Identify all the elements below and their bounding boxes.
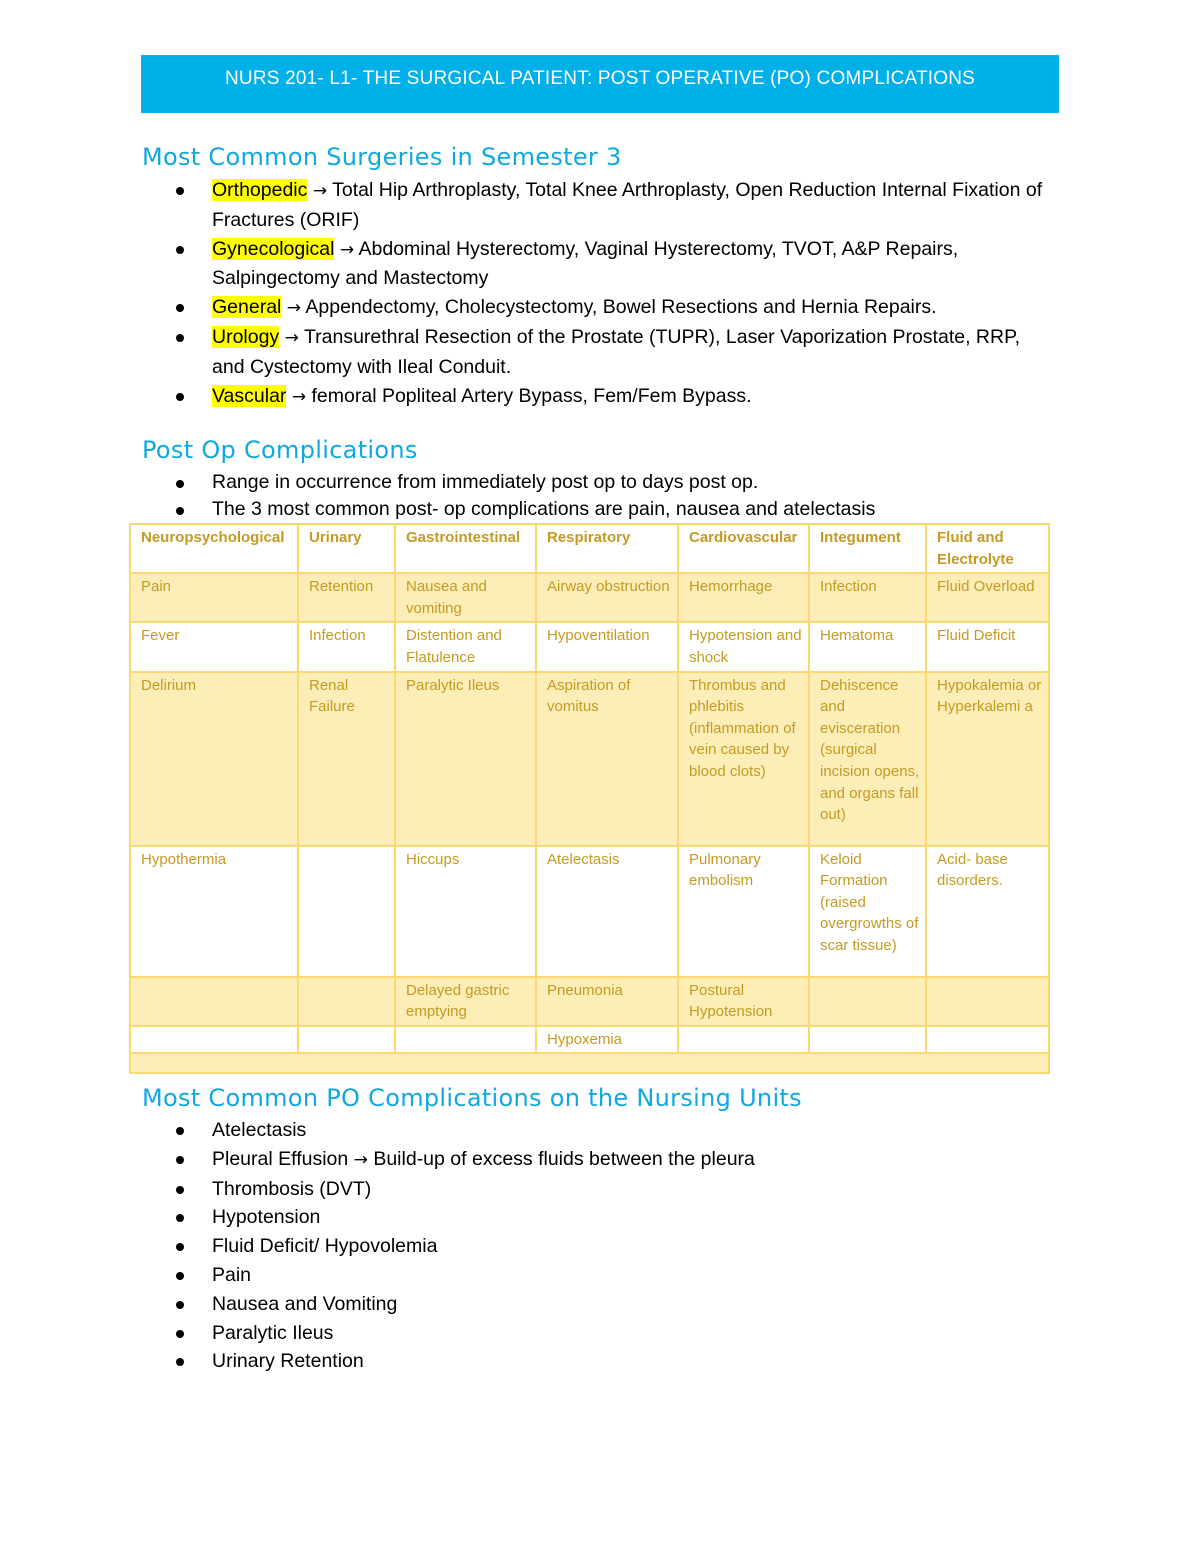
table-cell: Hiccups <box>395 846 536 977</box>
table-row <box>130 622 1049 671</box>
section-heading-nursing-units: Most Common PO Complications on the Nursing Units <box>142 1084 802 1112</box>
table-cell: Infection <box>809 573 926 622</box>
list-item-text: Hypotension <box>212 1206 321 1229</box>
list-item <box>142 1290 1052 1319</box>
table-row <box>130 1026 1049 1054</box>
list-item <box>142 1116 1052 1145</box>
bullet-icon <box>176 480 184 488</box>
list-item <box>142 496 1082 523</box>
category-label: Vascular <box>212 384 287 407</box>
table-cell: Renal Failure <box>298 672 395 846</box>
table-cell: Pulmonary embolism <box>678 846 809 977</box>
arrow-icon: → <box>291 386 307 407</box>
table-cell: Pain <box>130 573 298 622</box>
nursing-units-list <box>142 1116 1052 1376</box>
section-heading-surgeries: Most Common Surgeries in Semester 3 <box>142 143 622 171</box>
table-cell: Fluid Overload <box>926 573 1049 622</box>
table-cell <box>809 1026 926 1054</box>
table-cell <box>298 1026 395 1054</box>
complications-table <box>129 523 1050 1074</box>
table-cell: Aspiration of vomitus <box>536 672 678 846</box>
table-cell <box>809 977 926 1026</box>
column-header: Integument <box>809 524 926 573</box>
list-item <box>142 176 1052 235</box>
bullet-icon <box>176 507 184 515</box>
category-label: Gynecological <box>212 237 335 260</box>
list-item-text: Fluid Deficit/ Hypovolemia <box>212 1235 438 1258</box>
table-cell: Retention <box>298 573 395 622</box>
list-item <box>142 1261 1052 1290</box>
document-title: NURS 201- L1- THE SURGICAL PATIENT: POST OPERATIVE (PO) COMPLICATIONS <box>224 68 976 89</box>
table-cell <box>130 977 298 1026</box>
list-item-text: Paralytic Ileus <box>212 1321 334 1344</box>
post-op-list <box>142 469 1082 523</box>
arrow-icon: → <box>312 181 328 201</box>
arrow-icon: → <box>339 239 355 260</box>
table-cell: Postural Hypotension <box>678 977 809 1026</box>
table-cell <box>926 1026 1049 1054</box>
list-item-text: The 3 most common post- op complications are pain, nausea and atelectasis <box>212 498 876 520</box>
list-item <box>142 1347 1052 1376</box>
column-header: Neuropsychological <box>130 524 298 573</box>
bullet-icon <box>176 334 184 342</box>
arrow-icon: → <box>353 1149 368 1170</box>
table-cell: Paralytic Ileus <box>395 672 536 846</box>
list-item-text: Pain <box>212 1263 252 1286</box>
list-item <box>142 1203 1052 1232</box>
list-item-text: femoral Popliteal Artery Bypass, Fem/Fem Bypass. <box>311 384 752 407</box>
table-cell: Fluid Deficit <box>926 622 1049 671</box>
column-header: Urinary <box>298 524 395 573</box>
list-item-text: Total Hip Arthroplasty, Total Knee Arthroplasty, Open Reduction Internal Fixation of Fractures (ORIF) <box>212 179 1043 231</box>
table-cell: Hypokalemia or Hyperkalemi a <box>926 672 1049 846</box>
arrow-icon: → <box>286 298 302 319</box>
table-cell: Infection <box>298 622 395 671</box>
list-item <box>142 1145 1052 1175</box>
table-cell: Hypoxemia <box>536 1026 678 1054</box>
table-cell <box>130 1026 298 1054</box>
bullet-icon <box>176 1358 184 1366</box>
list-item <box>142 293 1052 323</box>
table-cell: Delayed gastric emptying <box>395 977 536 1026</box>
table-cell: Hematoma <box>809 622 926 671</box>
list-item-text: Transurethral Resection of the Prostate (TUPR), Laser Vaporization Prostate, RRP, and Cystectomy with Ileal Conduit. <box>212 325 1020 378</box>
list-item-text: Pleural Effusion <box>212 1147 349 1170</box>
bullet-icon <box>176 1243 184 1251</box>
table-cell: Fever <box>130 622 298 671</box>
table-row <box>130 977 1049 1026</box>
bullet-icon <box>176 1186 184 1194</box>
list-item-text: Atelectasis <box>212 1119 307 1141</box>
table-row <box>130 846 1049 977</box>
list-item <box>142 323 1052 382</box>
table-cell: Delirium <box>130 672 298 846</box>
bullet-icon <box>176 1156 184 1164</box>
list-item <box>142 382 1052 412</box>
table-cell: Hemorrhage <box>678 573 809 622</box>
bullet-icon <box>176 1272 184 1280</box>
list-item <box>142 469 1082 496</box>
table-cell: Distention and Flatulence <box>395 622 536 671</box>
list-item-text: Abdominal Hysterectomy, Vaginal Hysterectomy, TVOT, A&P Repairs, Salpingectomy and Mastectomy <box>212 237 959 290</box>
table-row-empty <box>130 1053 1049 1073</box>
table-cell: Hypothermia <box>130 846 298 977</box>
table-row <box>130 573 1049 622</box>
category-label: Urology <box>212 325 280 348</box>
table-cell: Nausea and vomiting <box>395 573 536 622</box>
bullet-icon <box>176 1127 184 1135</box>
table-cell: Dehiscence and evisceration (surgical incision opens, and organs fall out) <box>809 672 926 846</box>
list-item <box>142 235 1052 294</box>
bullet-icon <box>176 393 184 401</box>
table-cell <box>298 846 395 977</box>
bullet-icon <box>176 304 184 312</box>
column-header: Cardiovascular <box>678 524 809 573</box>
list-item <box>142 1232 1052 1261</box>
bullet-icon <box>176 1214 184 1222</box>
column-header: Gastrointestinal <box>395 524 536 573</box>
table-cell <box>298 977 395 1026</box>
bullet-icon <box>176 1301 184 1309</box>
category-label: Orthopedic <box>212 179 308 201</box>
table-cell: Pneumonia <box>536 977 678 1026</box>
table-cell: Hypotension and shock <box>678 622 809 671</box>
bullet-icon <box>176 246 184 254</box>
table-cell <box>926 977 1049 1026</box>
list-item-text: Urinary Retention <box>212 1350 364 1373</box>
column-header: Respiratory <box>536 524 678 573</box>
table-cell <box>678 1026 809 1054</box>
category-label: General <box>212 296 282 319</box>
table-header-row <box>130 524 1049 573</box>
bullet-icon <box>176 1330 184 1338</box>
section-heading-post-op: Post Op Complications <box>142 436 418 464</box>
list-item-text: Thrombosis (DVT) <box>212 1177 372 1200</box>
table-cell: Acid- base disorders. <box>926 846 1049 977</box>
list-item-text: Appendectomy, Cholecystectomy, Bowel Resections and Hernia Repairs. <box>305 296 937 319</box>
bullet-icon <box>176 187 184 195</box>
table-cell <box>395 1026 536 1054</box>
list-item <box>142 1319 1052 1348</box>
arrow-icon: → <box>284 327 299 348</box>
list-item-text: Nausea and Vomiting <box>212 1292 398 1315</box>
list-item <box>142 1175 1052 1204</box>
table-cell: Hypoventilation <box>536 622 678 671</box>
table-cell <box>130 1053 1049 1073</box>
list-item-detail: Build-up of excess fluids between the pleura <box>373 1147 755 1170</box>
table-cell: Airway obstruction <box>536 573 678 622</box>
document-title-banner <box>141 55 1059 113</box>
table-cell: Thrombus and phlebitis (inflammation of vein caused by blood clots) <box>678 672 809 846</box>
list-item-text: Range in occurrence from immediately post op to days post op. <box>212 471 759 493</box>
table-cell: Keloid Formation (raised overgrowths of scar tissue) <box>809 846 926 977</box>
table-cell: Atelectasis <box>536 846 678 977</box>
table-row <box>130 672 1049 846</box>
surgeries-list <box>142 176 1052 411</box>
column-header: Fluid and Electrolyte <box>926 524 1049 573</box>
